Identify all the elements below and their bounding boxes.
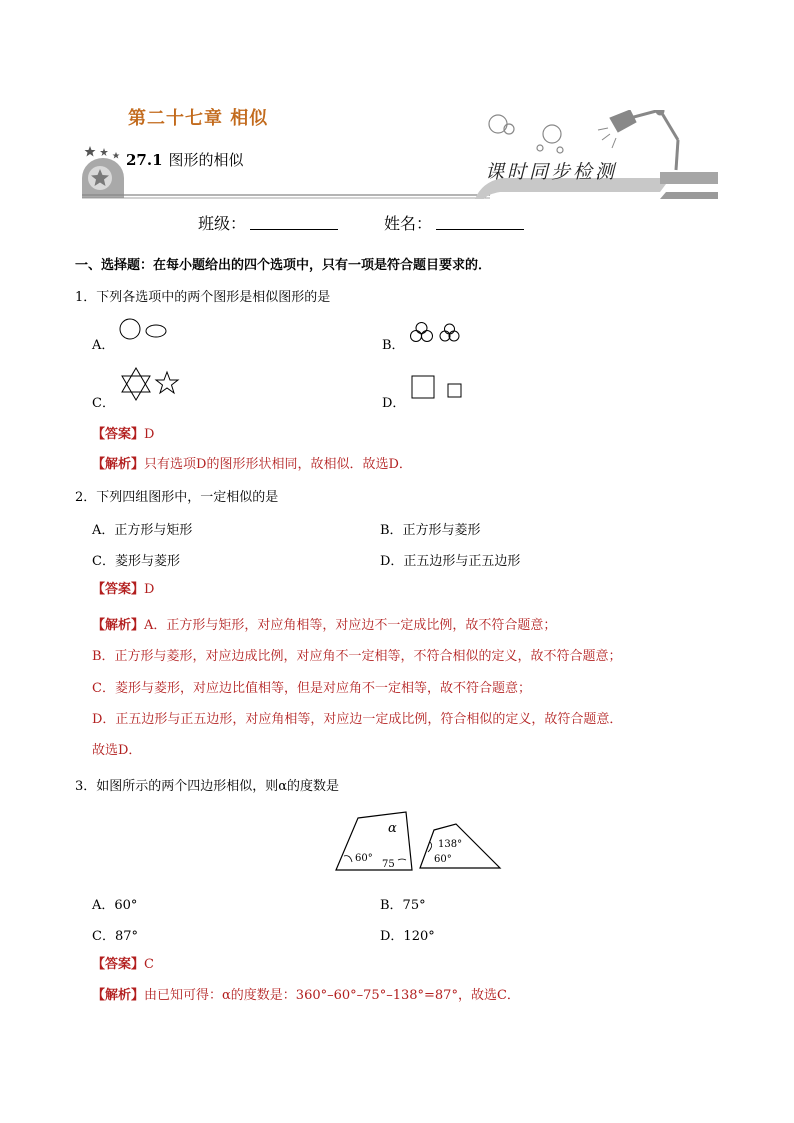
q1-option-c-label: C． [92,396,115,411]
q2-answer-label: 【答案】 [92,582,145,597]
q3-angle-60-large: 60° [355,853,373,864]
q1-option-a-label: A． [92,338,115,353]
q1-answer-value: D [144,427,155,442]
q2-option-b: B．正方形与菱形 [380,523,481,538]
q2-analysis-line-3: C．菱形与菱形，对应边比值相等，但是对应角不一定相等，故不符合题意； [92,681,531,696]
q1-option-d-label: D． [382,396,406,411]
q3-angle-60-small: 60° [434,854,452,865]
q1-stem: 1．下列各选项中的两个图形是相似图形的是 [75,290,331,305]
q3-answer-value: C [144,957,154,972]
q3-option-b: B．75° [380,898,426,913]
q1-option-c-figure [118,366,182,402]
name-label: 姓名： [384,214,433,233]
q3-alpha-label: α [388,821,397,836]
q2-answer [92,582,154,598]
class-blank[interactable] [250,215,338,230]
student-info-line [198,211,524,234]
q1-option-b-figure [408,322,462,346]
q3-analysis [92,988,520,1004]
q2-option-c: C．菱形与菱形 [92,554,180,569]
q1-option-d-figure [410,374,466,402]
chapter-title: 第二十七章 相似 [128,108,269,129]
q3-answer-label: 【答案】 [92,957,145,972]
q2-stem: 2．下列四组图形中，一定相似的是 [75,490,279,505]
q2-analysis-line-5: 故选D． [92,743,142,758]
section-name: 图形的相似 [168,151,244,169]
q3-option-a: A．60° [92,898,138,913]
q3-angle-138: 138° [438,839,463,850]
q1-analysis-label: 【解析】 [92,457,145,472]
section-title [126,149,244,170]
q3-analysis-text: 由已知可得：α的度数是：360°–60°–75°–138°=87°，故选C． [144,988,520,1003]
q1-analysis-text: 只有选项D的图形形状相同，故相似．故选D． [144,457,412,472]
q2-option-d: D．正五边形与正五边形 [380,554,521,569]
name-blank[interactable] [436,215,524,230]
q3-quad-large [336,812,412,870]
q1-answer [92,427,154,443]
q2-option-a: A．正方形与矩形 [92,523,193,538]
q2-analysis-line-4: D．正五边形与正五边形，对应角相等，对应边一定成比例，符合相似的定义，故符合题意． [92,712,623,727]
banner-text: 课时同步检测 [485,161,618,183]
q3-figure [330,808,510,874]
q1-option-a-figure [118,318,170,342]
q2-analysis-text-1: A．正方形与矩形，对应角相等，对应边不一定成比例，故不符合题意； [144,618,557,633]
q3-option-d: D．120° [380,929,435,944]
q2-analysis-line-1 [92,618,556,634]
section-heading: 一、选择题：在每小题给出的四个选项中，只有一项是符合题目要求的． [75,258,492,273]
q3-analysis-label: 【解析】 [92,988,145,1003]
q1-answer-label: 【答案】 [92,427,145,442]
q2-analysis-label: 【解析】 [92,618,145,633]
q3-answer [92,957,154,973]
q2-answer-value: D [144,582,155,597]
q2-analysis-line-2: B．正方形与菱形，对应边成比例，对应角不一定相等，不符合相似的定义，故不符合题意； [92,649,622,664]
q3-stem: 3．如图所示的两个四边形相似，则α的度数是 [75,779,340,794]
q1-analysis [92,457,412,473]
q3-angle-75: 75 [382,859,395,870]
q1-option-b-label: B． [382,338,405,353]
class-label: 班级： [198,214,247,233]
section-number: 27.1 [126,151,163,169]
bubbles-icon [489,115,563,153]
q3-option-c: C．87° [92,929,138,944]
star-badge-icon [82,146,124,198]
